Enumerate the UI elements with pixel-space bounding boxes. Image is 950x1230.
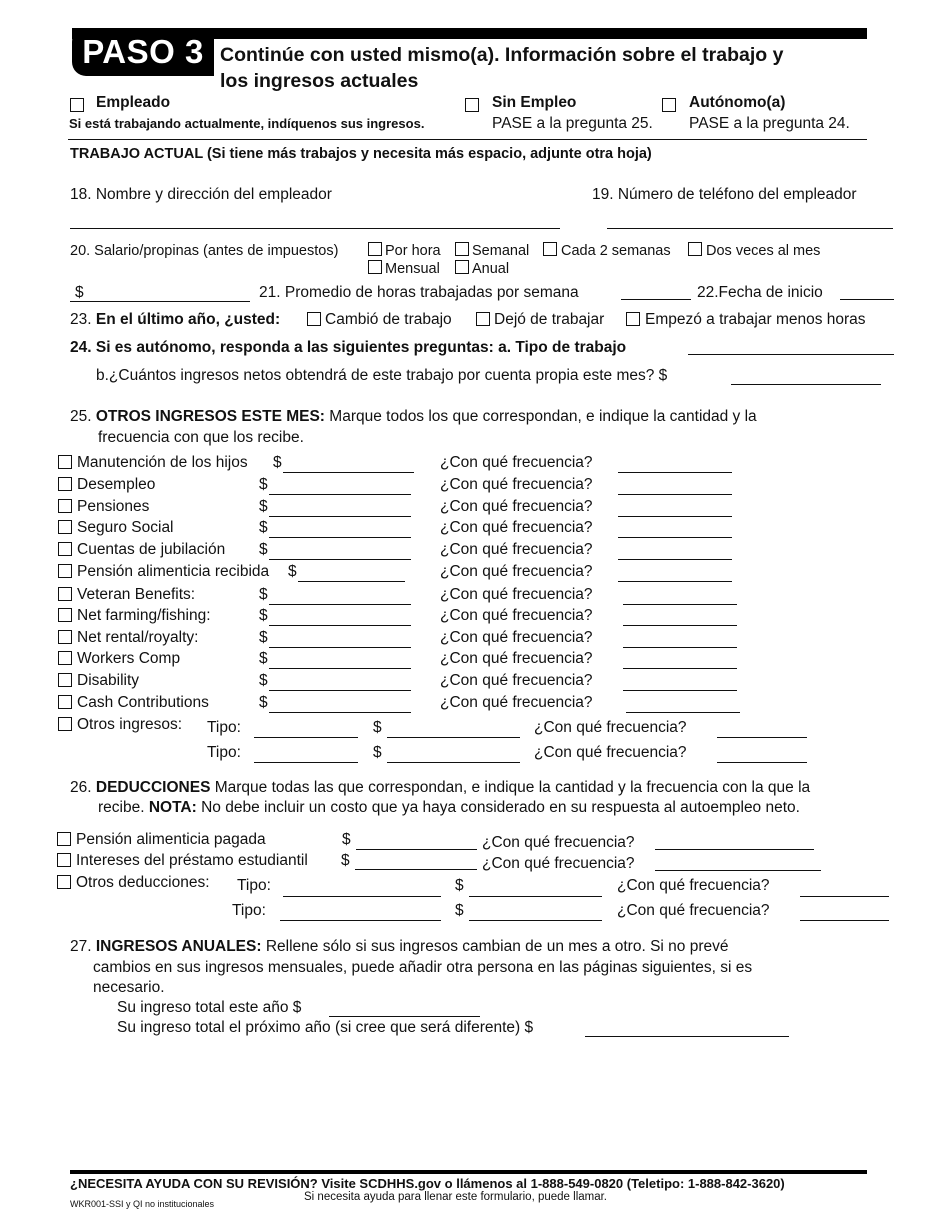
income-child-support-dollar: $ (273, 454, 282, 471)
step-badge: PASO 3 (72, 28, 214, 76)
income-child-support-amount[interactable] (283, 472, 414, 473)
income-farming-checkbox[interactable] (58, 608, 72, 622)
deduction-student-loan-frequency-label: ¿Con qué frecuencia? (482, 855, 635, 872)
q26-line2 (98, 799, 800, 817)
income-other-frequency-2[interactable] (717, 762, 807, 763)
income-other-frequency-1[interactable] (717, 737, 807, 738)
q23-question: En el último año, ¿usted: (95, 311, 281, 328)
stopped-working-label: Dejó de trabajar (494, 311, 605, 328)
deduction-student-loan-label: Intereses del préstamo estudiantil (76, 852, 308, 869)
q26-text: Marque todas las que correspondan, e indique la cantidad y la frecuencia con la que la (214, 779, 811, 796)
income-unemployment-label: Desempleo (77, 476, 156, 493)
income-disability-dollar: $ (259, 672, 268, 689)
income-alimony-label: Pensión alimenticia recibida (77, 563, 270, 580)
pay-weekly-label: Semanal (472, 243, 530, 259)
q26-line1 (70, 779, 810, 797)
q27-line2: cambios en sus ingresos mensuales, puede añadir otra persona en las páginas siguientes, si es (93, 959, 753, 976)
income-retirement-dollar: $ (259, 541, 268, 558)
income-farming-dollar: $ (259, 607, 268, 624)
income-alimony-amount[interactable] (298, 581, 405, 582)
employed-label: Empleado (96, 94, 171, 111)
income-workers-comp-dollar: $ (259, 650, 268, 667)
deduction-student-loan-amount[interactable] (355, 869, 477, 870)
q27-title: INGRESOS ANUALES: (95, 938, 262, 955)
q25-line1 (70, 408, 757, 426)
income-disability-amount[interactable] (269, 690, 411, 691)
income-other-label: Otros ingresos: (77, 716, 183, 733)
deduction-other-type-label-2: Tipo: (232, 902, 266, 919)
current-job-title: TRABAJO ACTUAL (Si tiene más trabajos y necesita más espacio, adjunte otra hoja) (70, 146, 652, 162)
deduction-other-type-field-2[interactable] (280, 920, 441, 921)
deduction-other-frequency-label-1: ¿Con qué frecuencia? (617, 877, 770, 894)
income-unemployment-frequency[interactable] (618, 494, 732, 495)
income-other-dollar-2: $ (373, 744, 382, 761)
deduction-other-frequency-2[interactable] (800, 920, 889, 921)
salary-field[interactable] (70, 301, 250, 302)
deduction-other-type-field-1[interactable] (283, 896, 441, 897)
q26-number: 26. (70, 779, 92, 796)
income-retirement-checkbox[interactable] (58, 542, 72, 556)
income-other-checkbox[interactable] (58, 717, 72, 731)
income-rental-label: Net rental/royalty: (77, 629, 199, 646)
income-alimony-frequency-label: ¿Con qué frecuencia? (440, 563, 593, 580)
deduction-other-frequency-1[interactable] (800, 896, 889, 897)
deduction-alimony-amount[interactable] (356, 849, 477, 850)
this-year-income-field[interactable] (329, 1016, 480, 1017)
income-child-support-checkbox[interactable] (58, 455, 72, 469)
deduction-alimony-dollar: $ (342, 831, 351, 848)
q24b-label: b.¿Cuántos ingresos netos obtendrá de este trabajo por cuenta propia este mes? $ (96, 367, 668, 384)
unemployed-label: Sin Empleo (492, 94, 577, 111)
income-rental-frequency-label: ¿Con qué frecuencia? (440, 629, 593, 646)
work-type-field[interactable] (688, 354, 894, 355)
q25-text: Marque todos los que correspondan, e indique la cantidad y la (329, 408, 757, 425)
hours-field[interactable] (621, 299, 691, 300)
deduction-other-checkbox[interactable] (57, 875, 71, 889)
employer-name-field[interactable] (70, 228, 560, 229)
income-pensions-dollar: $ (259, 498, 268, 515)
employer-phone-field[interactable] (607, 228, 893, 229)
deduction-student-loan-dollar: $ (341, 852, 350, 869)
income-rental-dollar: $ (259, 629, 268, 646)
income-other-frequency-label-1: ¿Con qué frecuencia? (534, 719, 687, 736)
changed-job-checkbox[interactable] (307, 312, 321, 326)
income-farming-frequency-label: ¿Con qué frecuencia? (440, 607, 593, 624)
income-workers-comp-frequency[interactable] (623, 668, 737, 669)
income-child-support-frequency-label: ¿Con qué frecuencia? (440, 454, 593, 471)
income-cash-contributions-amount[interactable] (269, 712, 411, 713)
income-cash-contributions-dollar: $ (259, 694, 268, 711)
q26-text2a: recibe. (98, 799, 145, 816)
unemployed-note: PASE a la pregunta 25. (492, 115, 653, 132)
income-farming-frequency[interactable] (623, 625, 737, 626)
income-farming-amount[interactable] (269, 625, 411, 626)
q27-line3: necesario. (93, 979, 165, 996)
this-year-label: Su ingreso total este año $ (117, 999, 302, 1016)
pay-hourly-checkbox[interactable] (368, 242, 382, 256)
income-disability-frequency[interactable] (623, 690, 737, 691)
form-id: WKR001-SSI y QI no institucionales (70, 1199, 215, 1209)
page-title-line2: los ingresos actuales (220, 70, 419, 92)
q25-line2: frecuencia con que los recibe. (98, 429, 304, 446)
pay-annual-label: Anual (472, 261, 510, 277)
income-cash-contributions-checkbox[interactable] (58, 695, 72, 709)
income-workers-comp-amount[interactable] (269, 668, 411, 669)
income-retirement-frequency-label: ¿Con qué frecuencia? (440, 541, 593, 558)
income-retirement-amount[interactable] (269, 559, 411, 560)
q21-label: 21. Promedio de horas trabajadas por semana (259, 284, 579, 301)
deduction-other-type-label-1: Tipo: (237, 877, 271, 894)
stopped-working-checkbox[interactable] (476, 312, 490, 326)
income-veteran-frequency[interactable] (623, 604, 737, 605)
pay-weekly-checkbox[interactable] (455, 242, 469, 256)
q23-number: 23. (70, 311, 92, 328)
salary-dollar: $ (75, 284, 84, 301)
q26-text2b: No debe incluir un costo que ya haya considerado en su respuesta al autoempleo neto. (201, 799, 800, 816)
deduction-alimony-frequency-label: ¿Con qué frecuencia? (482, 834, 635, 851)
pay-monthly-checkbox[interactable] (368, 260, 382, 274)
deduction-other-label: Otros deducciones: (76, 874, 210, 891)
income-other-type-label-2: Tipo: (207, 744, 241, 761)
income-farming-label: Net farming/fishing: (77, 607, 211, 624)
pay-annual-checkbox[interactable] (455, 260, 469, 274)
deduction-alimony-label: Pensión alimenticia pagada (76, 831, 266, 848)
income-alimony-frequency[interactable] (618, 581, 732, 582)
income-other-amount-2[interactable] (387, 762, 520, 763)
income-pensions-amount[interactable] (269, 516, 411, 517)
q27-line1 (70, 938, 729, 956)
income-alimony-checkbox[interactable] (58, 564, 72, 578)
income-rental-amount[interactable] (269, 647, 411, 648)
deduction-alimony-frequency[interactable] (655, 849, 814, 850)
pay-semimonthly-checkbox[interactable] (688, 242, 702, 256)
income-pensions-label: Pensiones (77, 498, 150, 515)
income-disability-checkbox[interactable] (58, 673, 72, 687)
income-unemployment-amount[interactable] (269, 494, 411, 495)
pay-semimonthly-label: Dos veces al mes (706, 243, 821, 259)
income-child-support-label: Manutención de los hijos (77, 454, 248, 471)
q27-text: Rellene sólo si sus ingresos cambian de un mes a otro. Si no prevé (265, 938, 729, 955)
income-social-security-dollar: $ (259, 519, 268, 536)
pay-biweekly-checkbox[interactable] (543, 242, 557, 256)
income-veteran-label: Veteran Benefits: (77, 586, 196, 603)
income-child-support-frequency[interactable] (618, 472, 732, 473)
employed-checkbox[interactable] (70, 98, 84, 112)
deduction-student-loan-frequency[interactable] (655, 870, 821, 871)
income-social-security-amount[interactable] (269, 537, 411, 538)
q22-label: 22.Fecha de inicio (697, 284, 823, 301)
income-pensions-frequency-label: ¿Con qué frecuencia? (440, 498, 593, 515)
deduction-other-amount-1[interactable] (469, 896, 602, 897)
fewer-hours-label: Empezó a trabajar menos horas (645, 311, 866, 328)
pay-hourly-label: Por hora (385, 243, 441, 259)
income-veteran-dollar: $ (259, 586, 268, 603)
footer-help-note: Si necesita ayuda para llenar este formulario, puede llamar. (304, 1191, 608, 1203)
income-social-security-frequency[interactable] (618, 537, 732, 538)
q26-title: DEDUCCIONES (95, 779, 211, 796)
q26-nota: NOTA: (148, 799, 197, 816)
fewer-hours-checkbox[interactable] (626, 312, 640, 326)
pay-biweekly-label: Cada 2 semanas (561, 243, 671, 259)
q18-label: 18. Nombre y dirección del empleador (70, 186, 332, 203)
income-other-type-field-2[interactable] (254, 762, 358, 763)
income-social-security-checkbox[interactable] (58, 520, 72, 534)
footer-help: ¿NECESITA AYUDA CON SU REVISIÓN? Visite SCDHHS.gov o llámenos al 1-888-549-0820 (Teletipo: 1-888-842-3620) (70, 1176, 785, 1191)
income-other-type-field-1[interactable] (254, 737, 358, 738)
employed-note: Si está trabajando actualmente, indíquenos sus ingresos. (69, 116, 425, 131)
income-retirement-frequency[interactable] (618, 559, 732, 560)
footer-rule (70, 1170, 867, 1174)
income-social-security-frequency-label: ¿Con qué frecuencia? (440, 519, 593, 536)
deduction-other-frequency-label-2: ¿Con qué frecuencia? (617, 902, 770, 919)
next-year-label: Su ingreso total el próximo año (si cree que será diferente) $ (117, 1019, 534, 1036)
deduction-other-dollar-1: $ (455, 877, 464, 894)
income-alimony-dollar: $ (288, 563, 297, 580)
deduction-student-loan-checkbox[interactable] (57, 853, 71, 867)
self-employed-label: Autónomo(a) (689, 94, 786, 111)
income-workers-comp-checkbox[interactable] (58, 651, 72, 665)
income-pensions-checkbox[interactable] (58, 499, 72, 513)
income-cash-contributions-frequency-label: ¿Con qué frecuencia? (440, 694, 593, 711)
q19-label: 19. Número de teléfono del empleador (592, 186, 857, 203)
income-workers-comp-frequency-label: ¿Con qué frecuencia? (440, 650, 593, 667)
income-workers-comp-label: Workers Comp (77, 650, 181, 667)
income-pensions-frequency[interactable] (618, 516, 732, 517)
divider (68, 139, 867, 140)
income-veteran-checkbox[interactable] (58, 587, 72, 601)
income-disability-frequency-label: ¿Con qué frecuencia? (440, 672, 593, 689)
q23-label (70, 311, 280, 329)
start-date-field[interactable] (840, 299, 894, 300)
income-other-dollar-1: $ (373, 719, 382, 736)
income-other-frequency-label-2: ¿Con qué frecuencia? (534, 744, 687, 761)
income-cash-contributions-frequency[interactable] (626, 712, 740, 713)
income-unemployment-frequency-label: ¿Con qué frecuencia? (440, 476, 593, 493)
income-unemployment-dollar: $ (259, 476, 268, 493)
unemployed-checkbox[interactable] (465, 98, 479, 112)
q25-number: 25. (70, 408, 92, 425)
income-cash-contributions-label: Cash Contributions (77, 694, 209, 711)
self-employed-note: PASE a la pregunta 24. (689, 115, 850, 132)
income-disability-label: Disability (77, 672, 140, 689)
q24-label: 24. Si es autónomo, responda a las siguientes preguntas: a. Tipo de trabajo (70, 339, 627, 356)
pay-monthly-label: Mensual (385, 261, 440, 277)
changed-job-label: Cambió de trabajo (325, 311, 452, 328)
income-social-security-label: Seguro Social (77, 519, 174, 536)
income-other-amount-1[interactable] (387, 737, 520, 738)
income-veteran-frequency-label: ¿Con qué frecuencia? (440, 586, 593, 603)
income-rental-checkbox[interactable] (58, 630, 72, 644)
self-employed-checkbox[interactable] (662, 98, 676, 112)
income-unemployment-checkbox[interactable] (58, 477, 72, 491)
income-other-type-label-1: Tipo: (207, 719, 241, 736)
page-title-line1: Continúe con usted mismo(a). Información sobre el trabajo y (220, 44, 784, 66)
self-employment-income-field[interactable] (731, 384, 881, 385)
q20-label: 20. Salario/propinas (antes de impuestos) (70, 243, 339, 259)
deduction-other-amount-2[interactable] (469, 920, 602, 921)
deduction-other-dollar-2: $ (455, 902, 464, 919)
next-year-income-field[interactable] (585, 1036, 789, 1037)
income-retirement-label: Cuentas de jubilación (77, 541, 226, 558)
deduction-alimony-checkbox[interactable] (57, 832, 71, 846)
q27-number: 27. (70, 938, 92, 955)
income-rental-frequency[interactable] (623, 647, 737, 648)
q25-title: OTROS INGRESOS ESTE MES: (95, 408, 325, 425)
income-veteran-amount[interactable] (269, 604, 411, 605)
